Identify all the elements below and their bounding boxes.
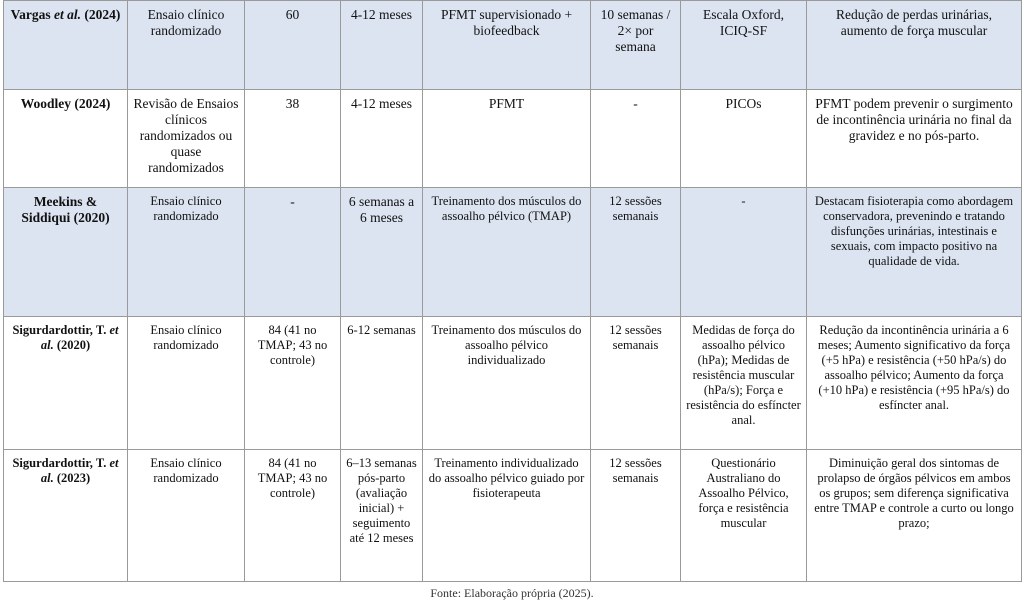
duration-cell: 12 sessões semanais: [591, 188, 681, 317]
author-cell: [4, 188, 128, 317]
period-cell: 6–13 semanas pós-parto (avaliação inicial) + seguimento até 12 meses: [341, 450, 423, 582]
author-year: (2020): [53, 338, 91, 352]
table-row: [4, 317, 1022, 450]
intervention-cell: Treinamento dos músculos do assoalho pélvico individualizado: [423, 317, 591, 450]
studies-table: [3, 0, 1022, 582]
table-source-caption: Fonte: Elaboração própria (2025).: [430, 586, 594, 600]
author-cell: [4, 317, 128, 450]
sample-cell: 60: [245, 1, 341, 90]
table-row: [4, 1, 1022, 90]
author-cell: [4, 90, 128, 188]
author-etal: et al.: [40, 323, 119, 352]
author-name: Woodley (2024): [20, 96, 111, 111]
result-cell: Redução da incontinência urinária a 6 meses; Aumento significativo da força (+5 hPa) e resistência (+50 hPa/s) do assoalho pélvico; Aumento da força (+10 hPa) e resistência (+95 hPa/s) do esfíncter anal.: [807, 317, 1022, 450]
period-cell: 6 semanas a 6 meses: [341, 188, 423, 317]
design-cell: Ensaio clínico randomizado: [128, 450, 245, 582]
table-row: [4, 450, 1022, 582]
result-cell: Destacam fisioterapia como abordagem conservadora, prevenindo e tratando disfunções urinárias, intestinais e sexuais, com impacto positivo na qualidade de vida.: [807, 188, 1022, 317]
author-year: (2023): [53, 471, 91, 485]
sample-cell: 38: [245, 90, 341, 188]
duration-cell: 12 sessões semanais: [591, 450, 681, 582]
author-name: Vargas: [10, 7, 54, 22]
duration-cell: 12 sessões semanais: [591, 317, 681, 450]
result-cell: PFMT podem prevenir o surgimento de incontinência urinária no final da gravidez e no pós-parto.: [807, 90, 1022, 188]
table-row: [4, 90, 1022, 188]
instrument-cell: Escala Oxford, ICIQ-SF: [681, 1, 807, 90]
author-name: Meekins & Siddiqui (2020): [21, 194, 110, 225]
author-etal: et al.: [40, 456, 119, 485]
author-year: (2024): [81, 7, 121, 22]
author-name: Sigurdardottir, T.: [12, 456, 110, 470]
sample-cell: 84 (41 no TMAP; 43 no controle): [245, 317, 341, 450]
author-cell: [4, 450, 128, 582]
intervention-cell: Treinamento individualizado do assoalho pélvico guiado por fisioterapeuta: [423, 450, 591, 582]
author-cell: [4, 1, 128, 90]
result-cell: Redução de perdas urinárias, aumento de força muscular: [807, 1, 1022, 90]
instrument-cell: Medidas de força do assoalho pélvico (hPa); Medidas de resistência muscular (hPa/s); Força e resistência do esfíncter anal.: [681, 317, 807, 450]
intervention-cell: PFMT supervisionado + biofeedback: [423, 1, 591, 90]
design-cell: Revisão de Ensaios clínicos randomizados ou quase randomizados: [128, 90, 245, 188]
instrument-cell: Questionário Australiano do Assoalho Pélvico, força e resistência muscular: [681, 450, 807, 582]
result-cell: Diminuição geral dos sintomas de prolapso de órgãos pélvicos em ambos os grupos; sem diferença significativa entre TMAP e controle a curto ou longo prazo;: [807, 450, 1022, 582]
design-cell: Ensaio clínico randomizado: [128, 317, 245, 450]
intervention-cell: Treinamento dos músculos do assoalho pélvico (TMAP): [423, 188, 591, 317]
instrument-cell: -: [681, 188, 807, 317]
sample-cell: 84 (41 no TMAP; 43 no controle): [245, 450, 341, 582]
author-etal: et al.: [54, 7, 81, 22]
design-cell: Ensaio clínico randomizado: [128, 188, 245, 317]
author-name: Sigurdardottir, T.: [12, 323, 110, 337]
period-cell: 4-12 meses: [341, 1, 423, 90]
period-cell: 6-12 semanas: [341, 317, 423, 450]
duration-cell: 10 semanas / 2× por semana: [591, 1, 681, 90]
design-cell: Ensaio clínico randomizado: [128, 1, 245, 90]
sample-cell: -: [245, 188, 341, 317]
table-row: [4, 188, 1022, 317]
period-cell: 4-12 meses: [341, 90, 423, 188]
duration-cell: -: [591, 90, 681, 188]
intervention-cell: PFMT: [423, 90, 591, 188]
instrument-cell: PICOs: [681, 90, 807, 188]
